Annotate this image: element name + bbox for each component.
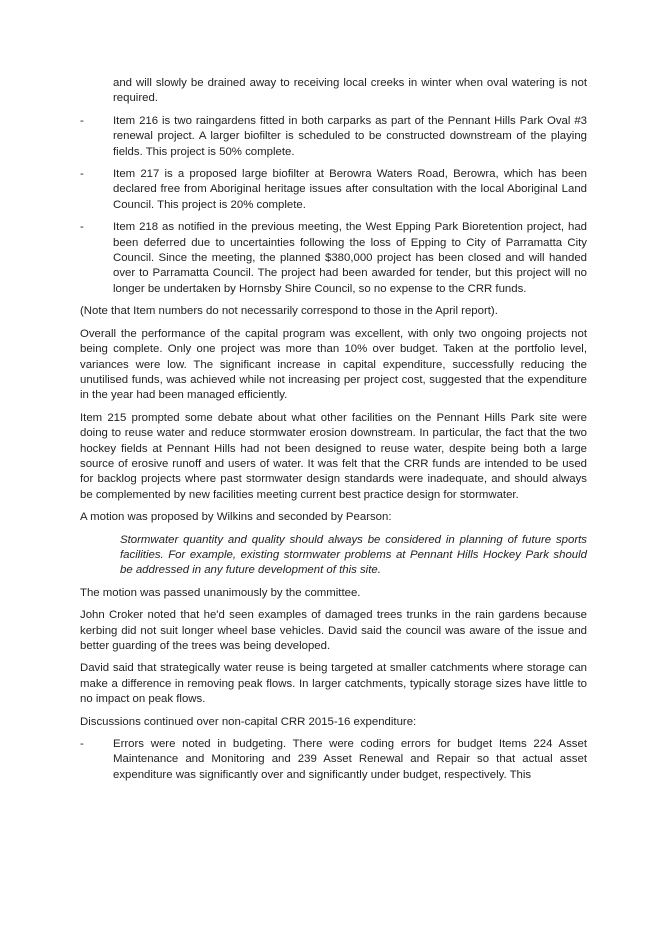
document-body [80,76,587,790]
bullet-dash: - [80,168,84,181]
note-paragraph: (Note that Item numbers do not necessarily correspond to those in the April report). [80,305,498,318]
bullet-dash: - [80,114,84,127]
motion-quote: Stormwater quantity and quality should always be considered in planning of future sports facilities. For example, existing stormwater problems at Pennant Hills Hockey Park should be addressed in any future development of this site. [120,533,587,577]
list-item-text: Item 217 is a proposed large biofilter at Berowra Waters Road, Berowra, which has been declared free from Aboriginal heritage issues after consultation with the local Aboriginal Land Council. This project is 20% complete. [113,168,587,211]
list-item-errors [80,737,587,783]
list-item-text: Item 216 is two raingardens fitted in both carparks as part of the Pennant Hills Park Oval #3 renewal project. A larger biofilter is scheduled to be constructed downstream of the playing fields. This project is 50% complete. [113,114,587,158]
item215-paragraph: Item 215 prompted some debate about what other facilities on the Pennant Hills Park site were doing to reuse water and reduce stormwater erosion downstream. In particular, the fact that the two hockey fields at Pennant Hills had not been designed to reuse water, despite being both a large source of erosive runoff and users of water. It was felt that the CRR funds are intended to be used for backlog projects where past stormwater design standards were inadequate, and should always be complemented by new facilities meeting current best practice design for stormwater. [80,411,587,501]
motion-paragraph: A motion was proposed by Wilkins and seconded by Pearson: [80,511,392,524]
continuation-text: and will slowly be drained away to receiving local creeks in winter when oval watering is not required. [113,77,587,105]
list-item-text: Errors were noted in budgeting. There were coding errors for budget Items 224 Asset Maintenance and Monitoring and 239 Asset Renewal and Repair so that actual asset expenditure was significantly over and significantly under budget, respectively. This [113,738,587,781]
list-item-216 [80,114,587,160]
list-item-217 [80,167,587,213]
bullet-dash: - [80,738,84,751]
list-item-text: Item 218 as notified in the previous meeting, the West Epping Park Bioretention project, had been deferred due to uncertainties following the loss of Epping to City of Parramatta City Council. Since the meeting, the planned $380,000 project has been closed and will handed over to Parramatta Council. The project had been awarded for tender, but this project will no longer be undertaken by Hornsby Shire Council, so no expense to the CRR funds. [113,221,587,295]
list-item-218 [80,220,587,297]
bullet-dash: - [80,221,84,234]
discussions-paragraph: Discussions continued over non-capital CRR 2015-16 expenditure: [80,715,417,728]
croker-paragraph: John Croker noted that he'd seen examples of damaged trees trunks in the rain gardens because kerbing did not suit longer wheel base vehicles. David said the council was aware of the issue and better guarding of the trees was being developed. [80,609,587,652]
overall-paragraph: Overall the performance of the capital program was excellent, with only two ongoing projects not being complete. Only one project was more than 10% over budget. Taken at the portfolio level, variances were low. The significant increase in capital expenditure, successfully reducing the unutilised funds, was achieved while not increasing per project cost, suggested that the expenditure in the year had been managed efficiently. [80,327,587,402]
david-paragraph: David said that strategically water reuse is being targeted at smaller catchments where storage can make a difference in removing peak flows. In larger catchments, typically storage sizes have little to no impact on peak flows. [80,662,587,706]
passed-paragraph: The motion was passed unanimously by the committee. [80,586,361,599]
